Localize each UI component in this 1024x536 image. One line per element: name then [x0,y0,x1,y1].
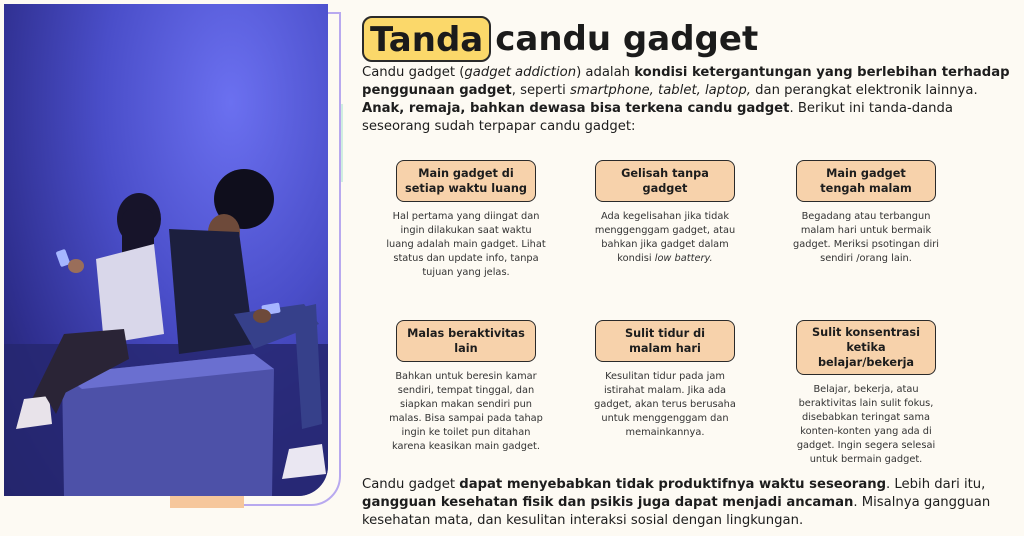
sign-card-title: Main gadget di setiap waktu luang [396,160,536,202]
sign-card-free-time [368,160,564,280]
intro-italic-term: gadget addiction [464,65,577,80]
sign-card-desc-italic: low battery. [654,253,713,264]
intro-bold-audience: Anak, remaja, bahkan dewasa bisa terkena candu gadget [362,101,790,116]
sign-card-midnight [768,160,964,266]
intro-italic-devices: smartphone, tablet, laptop, [570,83,751,98]
sign-card-desc [567,210,763,266]
sign-card-desc-text: Ada kegelisahan jika tidak menggenggam gadget, atau bahkan jika gadget dalam kondisi [594,211,736,264]
intro-text-4: dan perangkat elektronik lainnya. [750,83,978,98]
outro-text-3: . Misalnya gangguan kesehatan mata, dan kesulitan interaksi sosial dengan lingkungan. [362,495,991,528]
outro-bold-1: dapat menyebabkan tidak produktifnya waktu seseorang [459,477,887,492]
sign-card-insomnia [567,320,763,440]
title-highlight: Tanda [362,16,491,62]
sign-card-title: Sulit konsentrasi ketika belajar/bekerja [796,320,936,375]
sign-card-restless [567,160,763,266]
sign-card-desc: Bahkan untuk beresin kamar sendiri, tempat tinggal, dan siapkan makan sendiri pun malas. Bisa sampai pada tahap ingin ke toilet pun ditahan karena keasikan main gadget. [389,371,543,452]
outro-bold-2: gangguan kesehatan fisik dan psikis juga dapat menjadi ancaman [362,495,854,510]
sign-card-title: Malas beraktivitas lain [396,320,536,362]
outro-text-2: . Lebih dari itu, [886,477,986,492]
signs-grid [368,160,998,465]
sign-card-desc: Begadang atau terbangun malam hari untuk bermaik gadget. Meriksi psotingan diri sendiri /orang lain. [793,211,939,264]
sign-card-desc: Kesulitan tidur pada jam istirahat malam. Jika ada gadget, akan terus berusaha untuk menggenggam dan memainkannya. [594,371,736,438]
intro-bold-definition: kondisi ketergantungan yang berlebihan terhadap penggunaan gadget [362,65,1010,98]
page-title [362,14,758,64]
outro-text-1: Candu gadget [362,477,460,492]
closing-paragraph [362,476,1012,530]
sign-card-desc: Belajar, bekerja, atau beraktivitas lain sulit fokus, disebabkan teringat sama konten-konten yang ada di gadget. Ingin segera selesai untuk bermain gadget. [796,384,936,465]
sign-card-desc: Hal pertama yang diingat dan ingin dilakukan saat waktu luang adalah main gadget. Lihat status dan update info, tanpa tujuan yang jelas. [386,211,546,278]
intro-text-2: ) adalah [576,65,635,80]
photo-two-people-using-phones [4,4,328,496]
sign-card-lazy [368,320,564,454]
intro-paragraph [362,64,1010,136]
sign-card-title: Sulit tidur di malam hari [595,320,735,362]
intro-text-1: Candu gadget ( [362,65,465,80]
intro-text-5: . Berikut ini tanda-danda seseorang sudah terpapar candu gadget: [362,101,953,134]
sign-card-focus [768,320,964,467]
sign-card-title: Gelisah tanpa gadget [595,160,735,202]
title-rest: candu gadget [495,19,759,59]
sign-card-title: Main gadget tengah malam [796,160,936,202]
intro-text-3: , seperti [511,83,570,98]
photo-illustration [4,4,328,496]
